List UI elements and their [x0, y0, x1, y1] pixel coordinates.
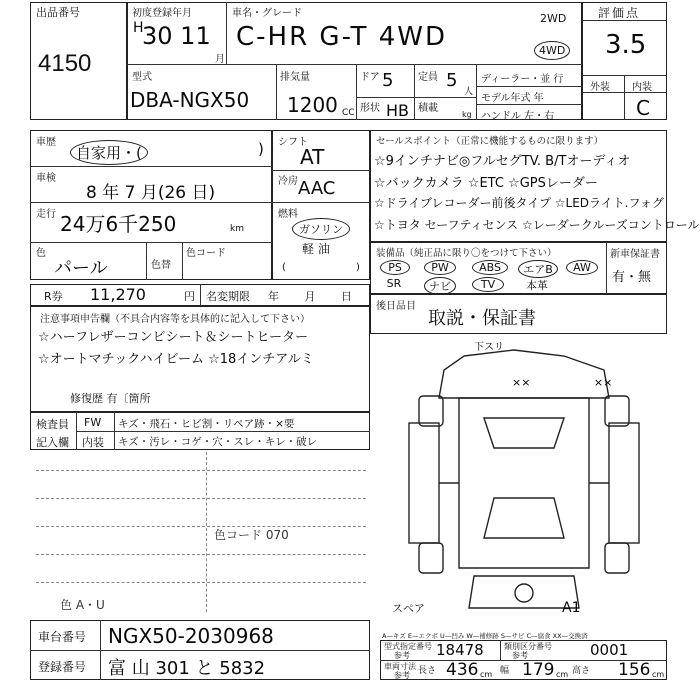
lot-number: 4150: [38, 50, 92, 77]
equipment-label: 装備品（純正品に限り〇をつけて下さい）: [376, 248, 557, 259]
load-label: 積載: [418, 103, 438, 114]
shape-value: HB: [386, 101, 410, 120]
first-reg-month-unit: 月: [215, 54, 225, 65]
fuel-alt: 軽 油: [302, 242, 330, 256]
selling-label: セールスポイント（正常に機能するものに限ります）: [376, 136, 604, 147]
doors-value: 5: [382, 70, 394, 91]
recycle-label: R券: [44, 290, 63, 303]
recycle-unit: 円: [184, 290, 195, 303]
color-change-label: 色替: [151, 260, 171, 271]
inspector-label-1: 検査員: [36, 418, 69, 431]
a1-label: A1: [562, 600, 581, 616]
class-label: 類別区分番号: [504, 642, 552, 651]
length-unit: cm: [480, 670, 493, 679]
memo-color-code: 色コード 070: [214, 528, 289, 542]
selling-line-3: ☆ドライブレコーダー前後タイプ ☆LEDライト.フォグ: [374, 196, 664, 210]
selling-line-2: ☆バックカメラ ☆ETC ☆GPSレーダー: [374, 176, 598, 191]
equip-leather: 本革: [526, 279, 548, 292]
height-value: 156: [618, 660, 651, 680]
capacity-unit: 人: [464, 87, 474, 97]
lot-label: 出品番号: [36, 6, 80, 19]
type-spec-value: 18478: [436, 641, 484, 659]
capacity-value: 5: [446, 70, 458, 91]
fuel-label: 燃料: [278, 209, 298, 220]
height-unit: cm: [652, 670, 665, 679]
drive-4wd: 4WD: [534, 41, 570, 60]
equip-airbag: エアB: [518, 260, 558, 278]
inspector-label-2: 記入欄: [36, 436, 69, 449]
inspection-label: 車検: [36, 173, 56, 184]
color-value: パール: [54, 258, 108, 279]
model-label: 型式: [132, 72, 152, 83]
color-label: 色: [36, 248, 46, 259]
warranty-label: 新車保証書: [610, 249, 660, 260]
first-reg-value: 30 11: [142, 22, 211, 50]
size-label: 車両寸法: [384, 662, 416, 671]
color-code-label: 色コード: [186, 248, 226, 259]
repair-label: 修復歴 有〔箇所: [70, 392, 151, 405]
size-ref: 参考: [394, 671, 410, 680]
class-ref: 参考: [512, 651, 528, 660]
diagram-marks: ×× ××: [512, 376, 613, 389]
docs-label: 後日品目: [376, 301, 416, 312]
equip-navi: ナビ: [424, 277, 456, 295]
mileage-unit: km: [230, 224, 244, 234]
notes-label: 注意事項申告欄（不具合内容等を具体的に記入して下さい）: [40, 314, 310, 325]
fuel-value: ガソリン: [292, 218, 350, 240]
width-label: 幅: [500, 666, 510, 676]
handle-label: ハンドル 左・右: [481, 111, 555, 122]
selling-line-4: ☆トヨタ セーフティセンス ☆レーダークルーズコントロール: [374, 218, 700, 232]
int-label: 内装: [632, 82, 652, 93]
equip-tv: TV: [472, 277, 504, 292]
score-value: 3.5: [605, 30, 647, 60]
capacity-label: 定員: [418, 72, 438, 83]
shift-label: シフト: [278, 137, 308, 148]
inspection-value: 8 年 7 月(26 日): [86, 183, 216, 203]
load-unit: kg: [462, 110, 472, 119]
notes-line-2: ☆オートマチックハイビーム ☆18インチアルミ: [38, 352, 314, 367]
equip-aw: AW: [566, 260, 598, 275]
int-grade: C: [636, 96, 650, 120]
car-damage-diagram: [404, 338, 644, 618]
equip-ps: PS: [380, 260, 410, 275]
doors-label: ドア: [360, 72, 380, 83]
recycle-value: 11,270: [90, 285, 146, 304]
length-label: 長さ: [418, 666, 437, 676]
warranty-value: 有・無: [612, 270, 652, 285]
dealer-label: ディーラー・並 行: [481, 74, 564, 85]
type-spec-ref: 参考: [394, 651, 410, 660]
diagram-top-label: 下スリ: [474, 342, 504, 353]
equip-sr: SR: [386, 277, 402, 290]
name-grade-label: 車名・グレード: [232, 8, 302, 19]
length-value: 436: [446, 660, 479, 680]
shift-value: AT: [300, 145, 325, 169]
width-value: 179: [522, 660, 555, 680]
drive-2wd: 2WD: [540, 12, 567, 25]
displacement-label: 排気量: [280, 72, 310, 83]
fw-label: FW: [84, 416, 102, 429]
chassis-value: NGX50-2030968: [108, 624, 274, 648]
name-grade-value: C-HR G-T 4WD: [236, 22, 447, 52]
displacement-value: 1200: [287, 93, 338, 117]
int-insp-label: 内装: [82, 436, 104, 449]
mileage-value: 24万6千250: [60, 212, 177, 236]
reg-label: 登録番号: [38, 660, 87, 674]
ac-value: AAC: [298, 178, 336, 199]
width-unit: cm: [556, 670, 569, 679]
height-label: 高さ: [572, 666, 591, 676]
mileage-label: 走行: [36, 209, 56, 220]
score-label: 評価点: [598, 6, 641, 20]
shape-label: 形状: [360, 103, 380, 114]
type-spec-label: 型式指定番号: [384, 642, 432, 651]
memo-color-au: 色 A・U: [60, 598, 105, 612]
notes-line-1: ☆ハーフレザーコンビシート＆シートヒーター: [38, 330, 308, 345]
model-year-label: モデル年式 年: [481, 93, 544, 104]
reg-value: 富 山 301 と 5832: [108, 658, 266, 679]
name-change-label: 名変期限: [206, 290, 250, 303]
model-value: DBA-NGX50: [130, 88, 250, 112]
chassis-label: 車台番号: [38, 630, 87, 644]
history-label: 車歴: [36, 137, 56, 148]
name-change-ymd: 年 月 日: [268, 290, 352, 303]
int-insp-text: キズ・汚レ・コゲ・穴・スレ・キレ・破レ: [118, 436, 318, 448]
first-reg-era: H: [133, 20, 144, 36]
ac-label: 冷房: [278, 176, 298, 187]
docs-value: 取説・保証書: [428, 308, 536, 329]
displacement-unit: CC: [342, 108, 355, 118]
first-reg-label: 初度登録年月: [132, 8, 192, 19]
class-value: 0001: [590, 641, 629, 659]
equip-abs: ABS: [472, 260, 508, 275]
history-value: 自家用・(: [70, 140, 148, 165]
fw-text: キズ・飛石・ヒビ割・リペア跡・×要: [118, 418, 295, 430]
equip-pw: PW: [424, 260, 456, 275]
diagram-legend: A—キズ E—エクボ U—凹み W—補修跡 S—サビ C—腐食 XX—交換済: [382, 632, 588, 640]
selling-line-1: ☆9インチナビ◎フルセグTV. B/Tオーディオ: [374, 154, 631, 169]
spare-label: スペア: [392, 602, 425, 615]
ext-label: 外装: [590, 82, 610, 93]
